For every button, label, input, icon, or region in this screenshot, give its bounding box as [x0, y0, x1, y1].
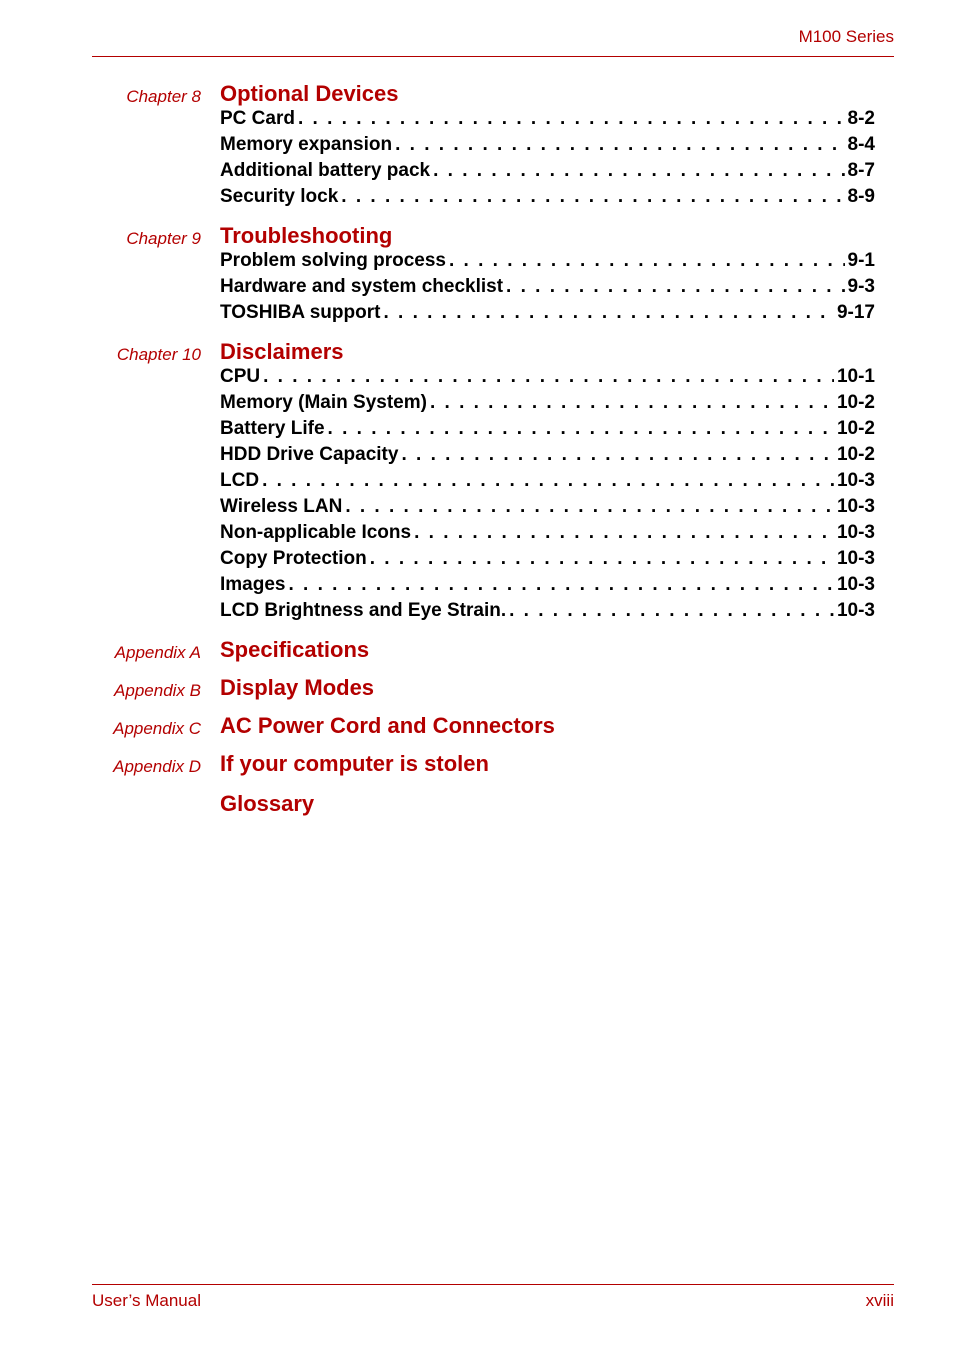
toc-entry[interactable]: [220, 160, 875, 186]
dot-leader: [395, 134, 844, 156]
entry-title: Memory expansion: [220, 134, 393, 155]
dot-leader: [298, 108, 845, 130]
dot-leader: [383, 302, 834, 324]
entry-page: 10-2: [836, 392, 875, 413]
toc-entry[interactable]: [220, 186, 875, 212]
entry-page: 8-4: [847, 134, 875, 155]
entry-page: 8-7: [847, 160, 875, 181]
toc-entry[interactable]: [220, 470, 875, 496]
entry-page: 10-3: [836, 574, 875, 595]
footer-rule: [92, 1284, 894, 1285]
dot-leader: [401, 444, 834, 466]
toc-entry[interactable]: [220, 600, 875, 626]
section-title[interactable]: Glossary: [220, 791, 315, 816]
section-label: Appendix A: [114, 643, 201, 662]
dot-leader: [262, 470, 834, 492]
section-label: Chapter 8: [126, 87, 201, 106]
dot-leader: [509, 600, 834, 622]
entry-title: Security lock: [220, 186, 339, 207]
running-header: M100 Series: [798, 27, 894, 46]
toc-entry[interactable]: [220, 134, 875, 160]
dot-leader: [370, 548, 834, 570]
entry-title: Images: [220, 574, 286, 595]
entry-page: 10-2: [836, 418, 875, 439]
entry-title: HDD Drive Capacity: [220, 444, 399, 465]
toc-entry[interactable]: [220, 108, 875, 134]
toc-entry[interactable]: [220, 496, 875, 522]
section-title[interactable]: If your computer is stolen: [220, 751, 489, 776]
entry-page: 10-3: [836, 522, 875, 543]
footer-manual-title: User’s Manual: [92, 1291, 201, 1310]
entry-title: LCD: [220, 470, 260, 491]
dot-leader: [263, 366, 834, 388]
toc-entry[interactable]: [220, 302, 875, 328]
toc-entry[interactable]: [220, 276, 875, 302]
section-title[interactable]: Specifications: [220, 637, 370, 662]
entry-title: Non-applicable Icons: [220, 522, 412, 543]
section-label: Appendix D: [113, 757, 201, 776]
entry-title: Battery Life: [220, 418, 325, 439]
entry-title: TOSHIBA support: [220, 302, 381, 323]
entry-page: 10-3: [836, 548, 875, 569]
entry-title: Memory (Main System): [220, 392, 427, 413]
toc-entry[interactable]: [220, 574, 875, 600]
section-title[interactable]: Troubleshooting: [220, 223, 393, 248]
entry-page: 9-17: [836, 302, 875, 323]
entry-page: 10-3: [836, 600, 875, 621]
toc-entry[interactable]: [220, 366, 875, 392]
entry-page: 8-9: [847, 186, 875, 207]
entry-title: Problem solving process: [220, 250, 446, 271]
section-title[interactable]: Disclaimers: [220, 339, 344, 364]
entry-title: LCD Brightness and Eye Strain.: [220, 600, 507, 621]
dot-leader: [345, 496, 834, 518]
toc-entry[interactable]: [220, 418, 875, 444]
entry-page: 8-2: [847, 108, 875, 129]
toc-entry[interactable]: [220, 392, 875, 418]
toc-entry[interactable]: [220, 522, 875, 548]
dot-leader: [433, 160, 844, 182]
entry-title: PC Card: [220, 108, 295, 129]
section-title[interactable]: AC Power Cord and Connectors: [220, 713, 555, 738]
section-label: Appendix B: [114, 681, 201, 700]
dot-leader: [506, 276, 845, 298]
dot-leader: [449, 250, 845, 272]
toc-entry[interactable]: [220, 444, 875, 470]
entry-title: CPU: [220, 366, 261, 387]
section-title[interactable]: Display Modes: [220, 675, 375, 700]
entry-page: 9-3: [847, 276, 875, 297]
toc-entry[interactable]: [220, 548, 875, 574]
dot-leader: [414, 522, 834, 544]
entry-page: 10-3: [836, 496, 875, 517]
dot-leader: [328, 418, 834, 440]
entry-title: Hardware and system checklist: [220, 276, 504, 297]
toc-entry[interactable]: [220, 250, 875, 276]
entry-page: 10-3: [836, 470, 875, 491]
dot-leader: [430, 392, 834, 414]
section-label: Chapter 9: [126, 229, 201, 248]
section-title[interactable]: Optional Devices: [220, 81, 399, 106]
section-label: Appendix C: [113, 719, 201, 738]
entry-title: Copy Protection: [220, 548, 367, 569]
page-number: xviii: [865, 1291, 894, 1310]
entry-title: Additional battery pack: [220, 160, 431, 181]
entry-title: Wireless LAN: [220, 496, 343, 517]
header-rule: [92, 56, 894, 57]
section-label: Chapter 10: [116, 345, 201, 364]
entry-page: 9-1: [847, 250, 875, 271]
dot-leader: [341, 186, 844, 208]
entry-page: 10-2: [836, 444, 875, 465]
dot-leader: [288, 574, 833, 596]
entry-page: 10-1: [836, 366, 875, 387]
